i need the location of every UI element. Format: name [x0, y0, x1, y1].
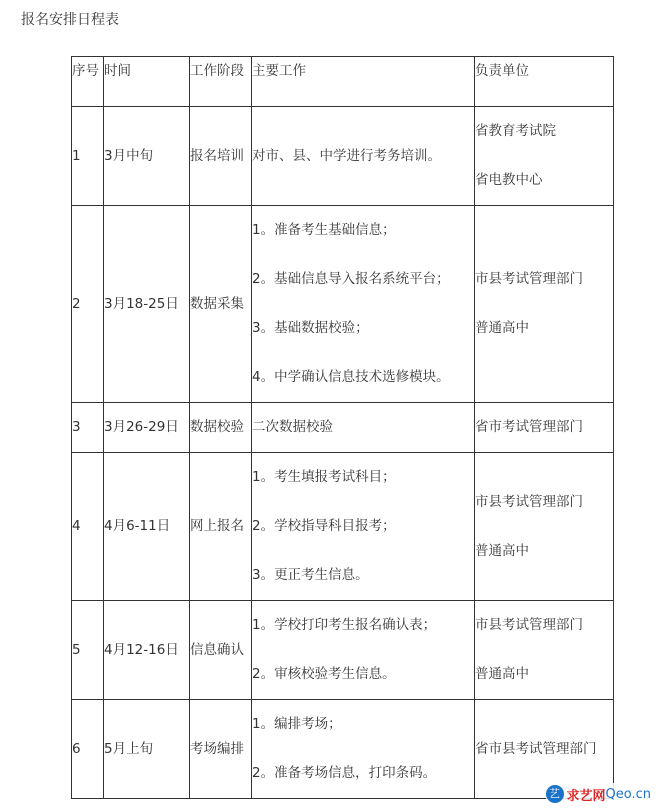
work-line: 4。中学确认信息技术选修模块。: [252, 369, 450, 385]
cell-time: 4月12-16日: [104, 601, 190, 700]
work-line: 对市、县、中学进行考务培训。: [252, 147, 441, 164]
cell-time: 5月上旬: [104, 700, 190, 799]
cell-no: 5: [72, 601, 104, 700]
work-line: 1。准备考生基础信息；: [252, 222, 396, 238]
cell-work: [252, 403, 475, 453]
header-no: 序号: [72, 57, 104, 107]
header-unit: 负责单位: [475, 57, 614, 107]
cell-no: 6: [72, 700, 104, 799]
work-line: 二次数据校验: [252, 419, 333, 435]
unit-line: 普通高中: [475, 542, 529, 559]
cell-no: 2: [72, 206, 104, 403]
unit-line: 市县考试管理部门: [475, 617, 583, 633]
unit-line: 省教育考试院: [475, 123, 556, 139]
table-row: [72, 453, 614, 601]
cell-time: 3月中旬: [104, 107, 190, 206]
work-line: 2。学校指导科目报考；: [252, 518, 396, 534]
table-row: [72, 700, 614, 799]
table-row: [72, 206, 614, 403]
unit-line: 省市县考试管理部门: [475, 740, 597, 757]
unit-line: 省电教中心: [475, 172, 543, 188]
header-stage: 工作阶段: [190, 57, 252, 107]
cell-stage: 网上报名: [190, 453, 252, 601]
unit-line: 市县考试管理部门: [475, 271, 583, 287]
cell-no: 3: [72, 403, 104, 453]
work-line: 2。准备考场信息，打印条码。: [252, 765, 437, 781]
cell-stage: 信息确认: [190, 601, 252, 700]
cell-unit: [475, 206, 614, 403]
schedule-table: [71, 56, 614, 799]
unit-line: 普通高中: [475, 666, 529, 682]
cell-unit: [475, 601, 614, 700]
cell-work: [252, 601, 475, 700]
cell-stage: 报名培训: [190, 107, 252, 206]
header-time: 时间: [104, 57, 190, 107]
cell-time: 4月6-11日: [104, 453, 190, 601]
cell-no: 4: [72, 453, 104, 601]
work-line: 1。考生填报考试科目；: [252, 469, 396, 485]
cell-work: [252, 453, 475, 601]
cell-stage: 数据校验: [190, 403, 252, 453]
header-work: 主要工作: [252, 57, 475, 107]
watermark: [546, 783, 652, 805]
watermark-brand: 求艺网: [566, 788, 606, 804]
page-title: 报名安排日程表: [21, 12, 119, 28]
work-line: 1。编排考场；: [252, 716, 342, 732]
cell-time: 3月18-25日: [104, 206, 190, 403]
cell-unit: [475, 107, 614, 206]
table-row: [72, 403, 614, 453]
cell-stage: 考场编排: [190, 700, 252, 799]
work-line: 3。基础数据校验；: [252, 320, 369, 336]
cell-work: [252, 107, 475, 206]
cell-no: 1: [72, 107, 104, 206]
table-row: [72, 601, 614, 700]
unit-line: 省市考试管理部门: [475, 419, 583, 435]
table-row: [72, 107, 614, 206]
cell-stage: 数据采集: [190, 206, 252, 403]
unit-line: 普通高中: [475, 320, 529, 336]
watermark-domain: Qeo.cn: [605, 786, 651, 802]
work-line: 1。学校打印考生报名确认表；: [252, 617, 437, 633]
table-header-row: [72, 57, 614, 107]
site-logo-icon: 艺: [546, 785, 564, 803]
work-line: 2。基础信息导入报名系统平台；: [252, 271, 450, 287]
cell-work: [252, 206, 475, 403]
unit-line: 市县考试管理部门: [475, 493, 583, 510]
cell-unit: [475, 403, 614, 453]
cell-work: [252, 700, 475, 799]
work-line: 2。审核校验考生信息。: [252, 666, 396, 682]
work-line: 3。更正考生信息。: [252, 567, 369, 583]
cell-unit: [475, 453, 614, 601]
cell-time: 3月26-29日: [104, 403, 190, 453]
